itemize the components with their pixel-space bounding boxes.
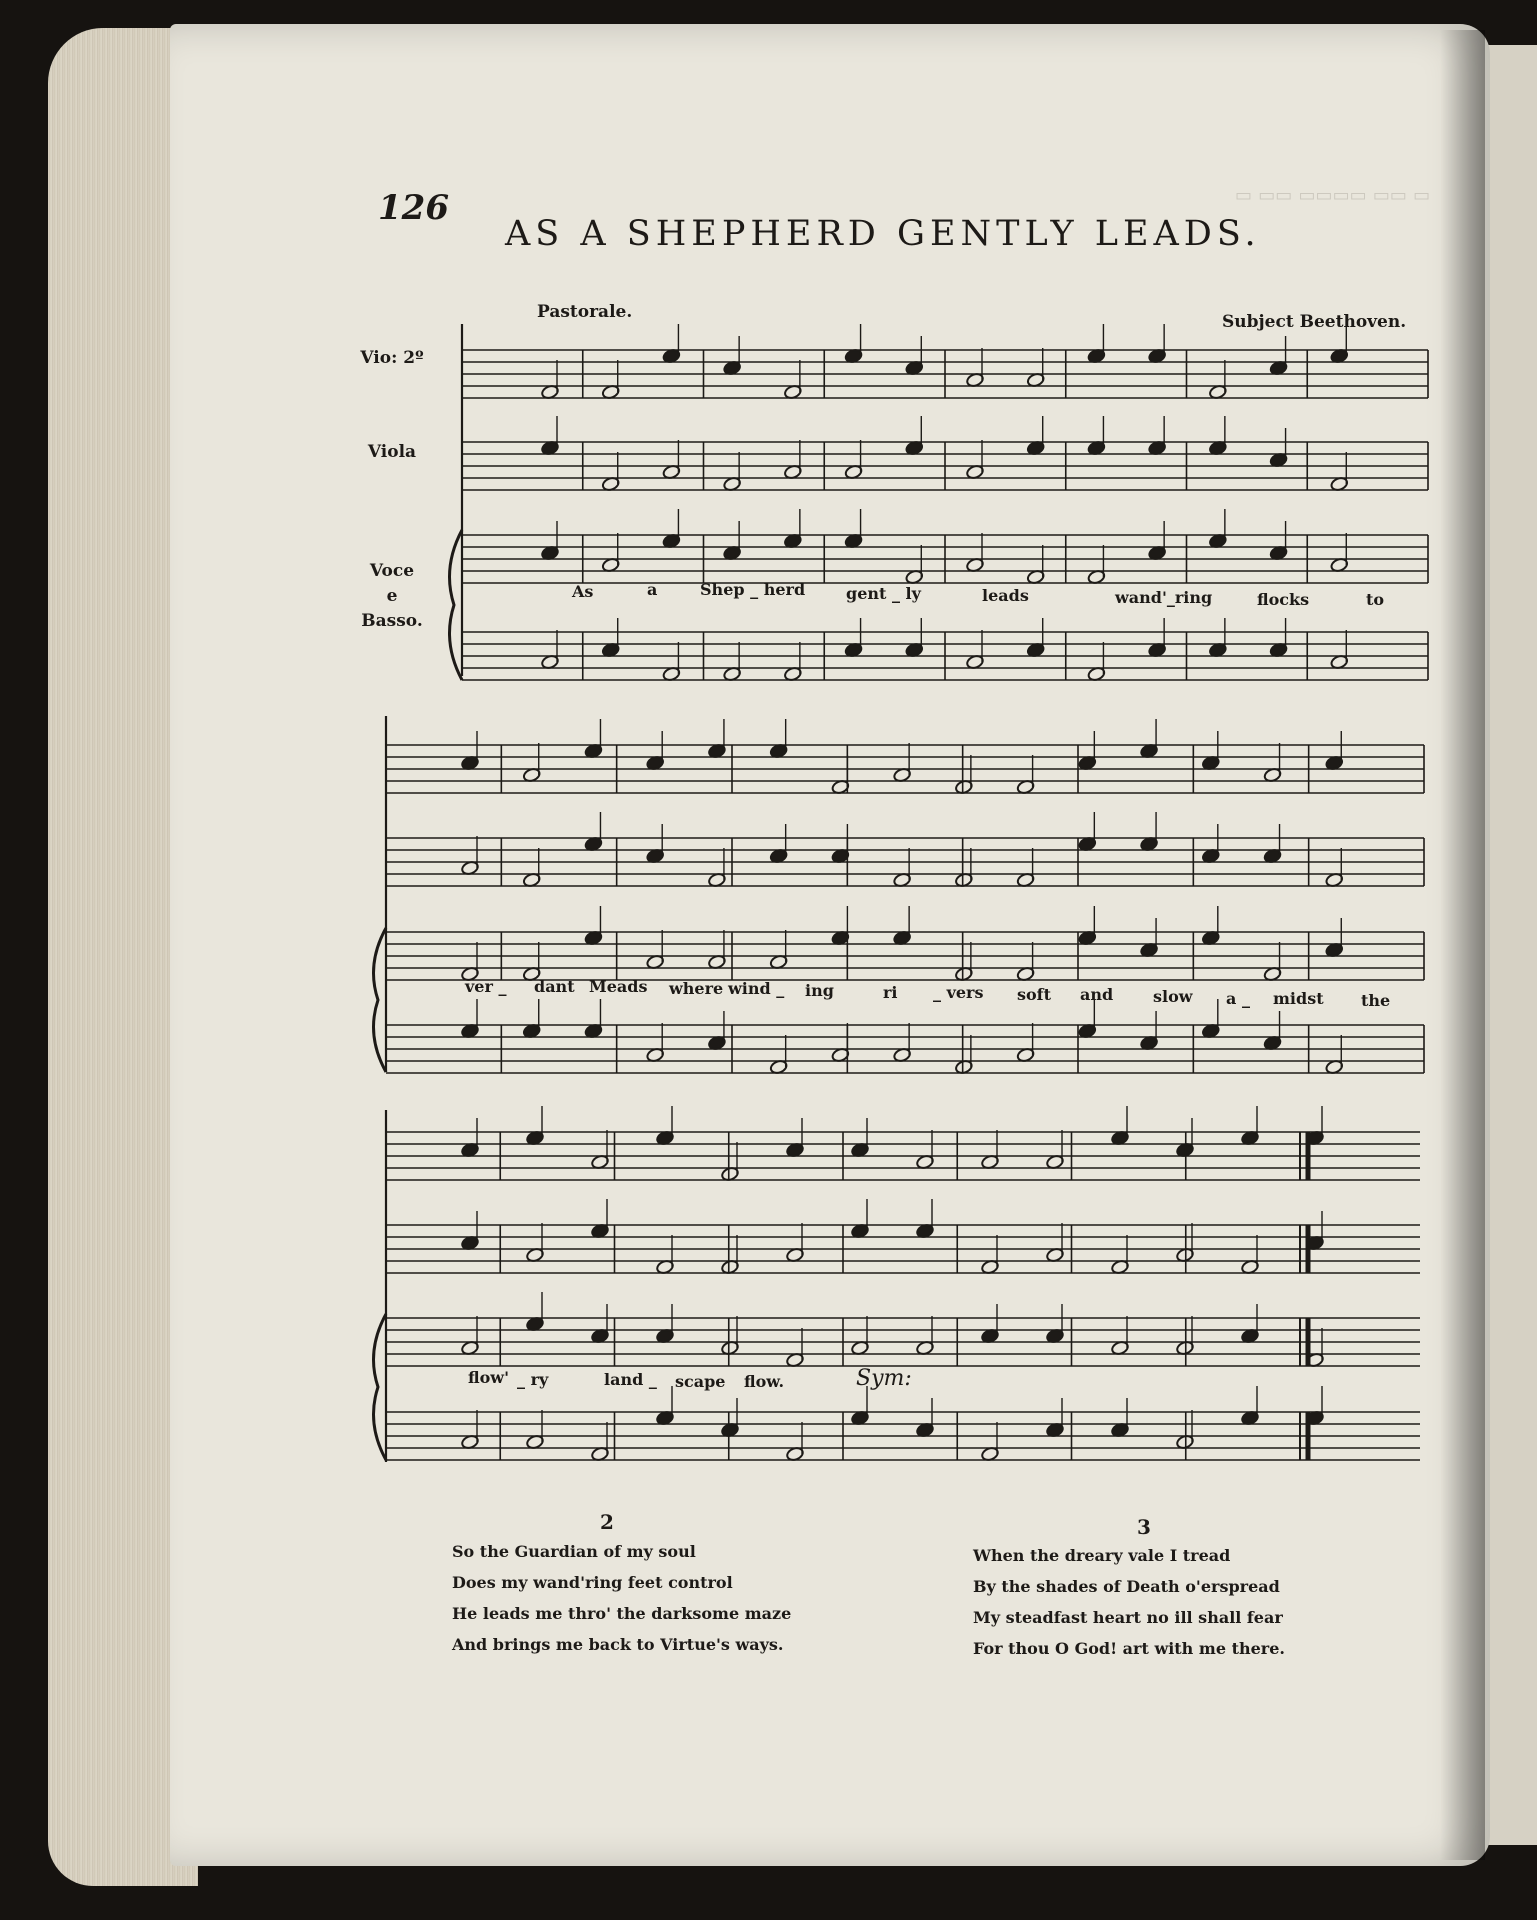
lyric-word: gent _ ly bbox=[846, 584, 921, 603]
lyric-word: a _ bbox=[1226, 989, 1250, 1008]
symphony-marking: Sym: bbox=[856, 1366, 912, 1391]
lyric-word: wind _ bbox=[728, 979, 785, 998]
lyric-word: Shep _ herd bbox=[700, 580, 806, 599]
lyric-word: soft bbox=[1017, 985, 1051, 1004]
verse-number: 3 bbox=[1137, 1515, 1151, 1539]
lyric-word: leads bbox=[982, 586, 1029, 605]
lyric-word: flocks bbox=[1257, 590, 1310, 609]
lyric-word: ver _ bbox=[465, 977, 507, 996]
lyric-word: Meads bbox=[589, 977, 648, 996]
song-title: AS A SHEPHERD GENTLY LEADS. bbox=[505, 214, 1261, 254]
lyric-word: and bbox=[1080, 985, 1114, 1004]
lyric-word: wand'_ring bbox=[1115, 588, 1213, 607]
part-label-voce: Voce bbox=[369, 561, 415, 581]
lyric-word: to bbox=[1366, 590, 1385, 609]
lyric-word: slow bbox=[1153, 987, 1193, 1006]
lyric-word: dant bbox=[534, 977, 575, 996]
lyric-word: _ ry bbox=[517, 1370, 549, 1389]
lyric-word: the bbox=[1361, 991, 1391, 1010]
lyric-word: ing bbox=[805, 981, 834, 1000]
lyric-word: flow. bbox=[744, 1372, 785, 1391]
part-label-e: e bbox=[386, 586, 398, 606]
lyric-word: scape bbox=[675, 1372, 726, 1391]
verse-line: Does my wand'ring feet control bbox=[452, 1573, 733, 1592]
verse-line: By the shades of Death o'erspread bbox=[973, 1577, 1280, 1596]
page-number: 126 bbox=[378, 188, 449, 228]
part-label-basso: Basso. bbox=[361, 611, 423, 631]
verse-line: And brings me back to Virtue's ways. bbox=[452, 1635, 784, 1654]
tempo-marking: Pastorale. bbox=[537, 302, 633, 322]
part-label-viola: Viola bbox=[367, 442, 417, 462]
verse-line: My steadfast heart no ill shall fear bbox=[973, 1608, 1283, 1627]
voice-brace bbox=[374, 1314, 387, 1460]
verse-number: 2 bbox=[600, 1510, 614, 1534]
verse-line: For thou O God! art with me there. bbox=[973, 1639, 1285, 1658]
part-label-violin: Vio: 2º bbox=[360, 348, 424, 368]
voice-brace bbox=[374, 928, 387, 1072]
lyric-word: _ vers bbox=[933, 983, 984, 1002]
verse-line: So the Guardian of my soul bbox=[452, 1542, 696, 1561]
lyric-word: midst bbox=[1273, 989, 1324, 1008]
lyric-word: flow' bbox=[468, 1368, 509, 1387]
lyric-word: where bbox=[669, 979, 724, 998]
voice-brace bbox=[450, 530, 463, 680]
verse-line: When the dreary vale I tread bbox=[973, 1546, 1231, 1565]
lyric-word: As bbox=[572, 582, 594, 601]
lyric-word: ri bbox=[883, 983, 898, 1002]
show-through-text: ▭ ▭▭ ▭▭▭▭ ▭▭ ▭ bbox=[1235, 185, 1431, 206]
composer-credit: Subject Beethoven. bbox=[1222, 312, 1407, 332]
verse-line: He leads me thro' the darksome maze bbox=[452, 1604, 792, 1623]
lyric-word: a bbox=[647, 580, 658, 599]
verse-3-text bbox=[973, 1540, 1285, 1664]
lyric-word: land _ bbox=[604, 1370, 657, 1389]
verse-2-text bbox=[452, 1536, 791, 1660]
